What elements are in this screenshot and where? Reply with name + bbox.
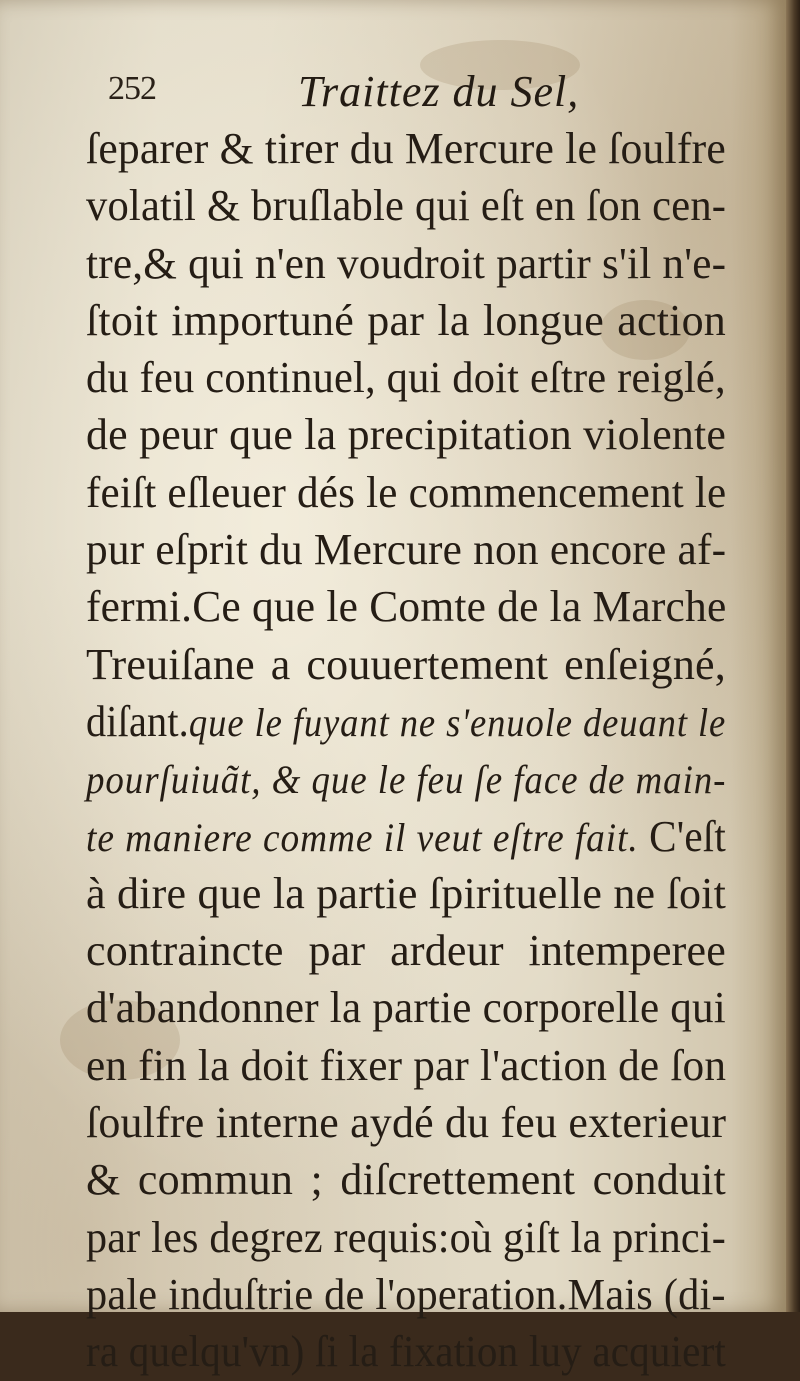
text-line — [86, 979, 726, 1036]
page-number: 252 — [108, 70, 156, 107]
text-segment: ſeparer & tirer du Mercure le ſoulfre — [86, 124, 726, 173]
book-gutter — [786, 0, 800, 1312]
text-segment: ra quelqu'vn) ſi la fixation luy acquiert — [86, 1327, 727, 1377]
text-line — [86, 1151, 726, 1208]
text-line — [86, 1037, 726, 1094]
text-segment: par les degrez requis:où giſt la princi- — [86, 1212, 726, 1262]
text-line — [86, 693, 726, 750]
text-segment: fermi.Ce que le Comte de la Marche — [86, 582, 727, 632]
text-line — [86, 1209, 726, 1266]
text-segment: pale induſtrie de l'operation.Mais (di- — [86, 1269, 726, 1319]
text-line — [86, 235, 726, 292]
text-line — [86, 865, 726, 922]
text-line — [86, 1094, 726, 1151]
text-segment: en fin la doit fixer par l'action de ſon — [86, 1040, 727, 1090]
text-line — [86, 464, 726, 521]
text-line — [86, 521, 726, 578]
text-line — [86, 292, 726, 349]
text-line — [86, 406, 726, 463]
italic-quotation: pourſuiuãt, & que le feu ſe face de main- — [86, 757, 727, 803]
text-line — [86, 922, 726, 979]
text-line — [86, 120, 726, 177]
text-segment: Treuiſane a couuertement enſeigné, — [86, 639, 726, 689]
text-segment: du feu continuel, qui doit eſtre reiglé, — [86, 353, 726, 403]
text-segment: C'eſt — [638, 811, 726, 861]
text-segment: de peur que la precipitation violente — [86, 410, 727, 460]
text-segment: pur eſprit du Mercure non encore af- — [86, 525, 727, 575]
text-line — [86, 349, 726, 406]
running-title: Traittez du Sel, — [298, 67, 580, 116]
page-header — [108, 66, 728, 116]
text-line — [86, 177, 726, 234]
text-line — [86, 578, 726, 635]
text-segment: feiſt eſleuer dés le commencement le — [86, 467, 727, 517]
text-line — [86, 750, 726, 807]
italic-quotation: que le fuyant ne s'enuole deuant le — [188, 699, 727, 745]
text-segment: d'abandonner la partie corporelle qui — [86, 983, 727, 1033]
text-segment: contraincte par ardeur intemperee — [86, 926, 726, 976]
text-segment: tre,& qui n'en voudroit partir s'il n'e- — [86, 238, 727, 288]
text-line — [86, 1266, 726, 1323]
text-line — [86, 808, 726, 865]
text-line — [86, 1323, 726, 1380]
text-segment: diſant. — [86, 696, 189, 746]
body-text — [86, 120, 726, 1381]
text-segment: volatil & bruſlable qui eſt en ſon cen- — [86, 181, 727, 231]
text-segment: ſtoit importuné par la longue action — [86, 295, 726, 345]
text-segment: ſoulfre interne aydé du feu exterieur — [86, 1098, 727, 1148]
text-segment: & commun ; diſcrettement conduit — [86, 1155, 726, 1205]
italic-quotation: te maniere comme il veut eſtre fait. — [86, 814, 639, 860]
text-line — [86, 636, 726, 693]
text-segment: à dire que la partie ſpirituelle ne ſoit — [86, 868, 726, 918]
